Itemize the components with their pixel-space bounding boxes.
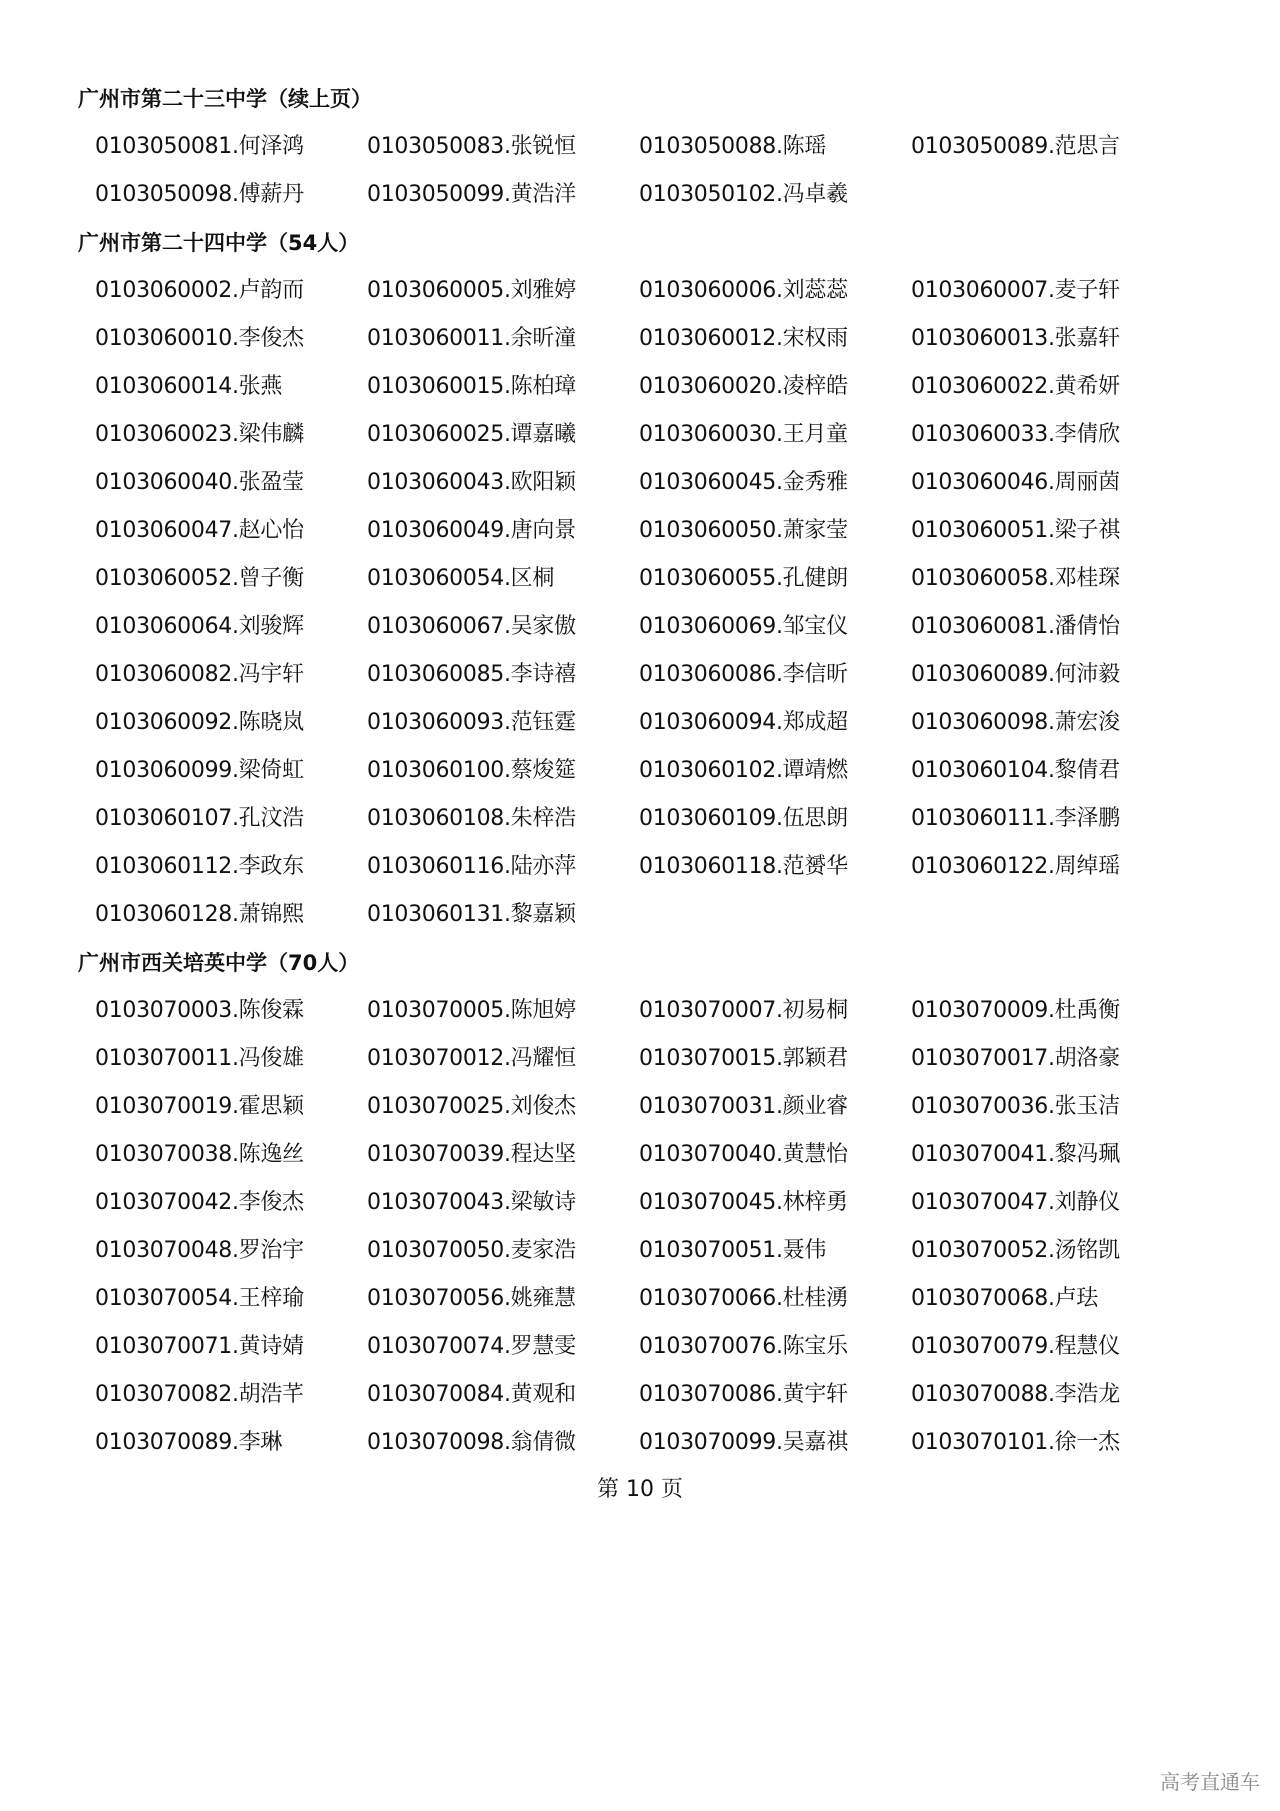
student-entry: 0103060085.李诗禧 — [367, 662, 576, 687]
student-entry: 0103060030.王月童 — [639, 422, 848, 447]
student-entry: 0103070066.杜桂湧 — [639, 1286, 848, 1311]
student-entry: 0103070074.罗慧雯 — [367, 1334, 576, 1359]
student-entry: 0103060064.刘骏辉 — [95, 614, 304, 639]
student-entry: 0103070038.陈逸丝 — [95, 1142, 304, 1167]
student-entry: 0103060099.梁倚虹 — [95, 758, 304, 783]
student-entry: 0103070007.初易桐 — [639, 998, 848, 1023]
student-entry: 0103060007.麦子轩 — [911, 278, 1120, 303]
student-entry: 0103060013.张嘉轩 — [911, 326, 1120, 351]
student-grid — [95, 267, 1218, 939]
student-entry: 0103060033.李倩欣 — [911, 422, 1120, 447]
student-entry: 0103060112.李政东 — [95, 854, 304, 879]
student-entry: 0103060058.邓桂琛 — [911, 566, 1120, 591]
student-entry: 0103070042.李俊杰 — [95, 1190, 304, 1215]
student-entry: 0103070048.罗治宇 — [95, 1238, 304, 1263]
student-entry: 0103060025.谭嘉曦 — [367, 422, 576, 447]
student-entry: 0103060109.伍思朗 — [639, 806, 848, 831]
student-entry: 0103070082.胡浩芊 — [95, 1382, 304, 1407]
student-entry: 0103050098.傅薪丹 — [95, 182, 304, 207]
school-section — [78, 219, 1218, 939]
student-entry: 0103070068.卢珐 — [911, 1286, 1099, 1311]
student-entry: 0103060015.陈柏璋 — [367, 374, 576, 399]
student-entry: 0103070012.冯耀恒 — [367, 1046, 576, 1071]
student-entry: 0103060098.萧宏浚 — [911, 710, 1120, 735]
student-entry: 0103060011.余昕潼 — [367, 326, 576, 351]
student-entry: 0103060082.冯宇轩 — [95, 662, 304, 687]
student-entry: 0103060122.周绰瑶 — [911, 854, 1120, 879]
student-entry: 0103070084.黄观和 — [367, 1382, 576, 1407]
student-entry: 0103070040.黄慧怡 — [639, 1142, 848, 1167]
student-entry: 0103070089.李琳 — [95, 1430, 283, 1455]
student-entry: 0103050099.黄浩洋 — [367, 182, 576, 207]
student-entry: 0103060043.欧阳颖 — [367, 470, 576, 495]
student-entry: 0103060020.凌梓皓 — [639, 374, 848, 399]
student-entry: 0103060111.李泽鹏 — [911, 806, 1120, 831]
student-entry: 0103070039.程达坚 — [367, 1142, 576, 1167]
student-entry: 0103070025.刘俊杰 — [367, 1094, 576, 1119]
student-entry: 0103060014.张燕 — [95, 374, 283, 399]
student-entry: 0103050081.何泽鸿 — [95, 134, 304, 159]
watermark: 高考直通车 — [1160, 1770, 1260, 1794]
student-entry: 0103060010.李俊杰 — [95, 326, 304, 351]
student-entry: 0103060131.黎嘉颖 — [367, 902, 576, 927]
student-entry: 0103070036.张玉洁 — [911, 1094, 1120, 1119]
student-entry: 0103060092.陈晓岚 — [95, 710, 304, 735]
student-entry: 0103060118.范赟华 — [639, 854, 848, 879]
student-entry: 0103060086.李信昕 — [639, 662, 848, 687]
student-entry: 0103060005.刘雅婷 — [367, 278, 576, 303]
student-entry: 0103060046.周丽茵 — [911, 470, 1120, 495]
student-entry: 0103070086.黄宇轩 — [639, 1382, 848, 1407]
section-title: 广州市西关培英中学（70人） — [78, 951, 360, 975]
student-entry: 0103070019.霍思颖 — [95, 1094, 304, 1119]
student-entry: 0103070041.黎冯珮 — [911, 1142, 1120, 1167]
student-entry: 0103060050.萧家莹 — [639, 518, 848, 543]
student-entry: 0103060022.黄希妍 — [911, 374, 1120, 399]
student-entry: 0103060107.孔汶浩 — [95, 806, 304, 831]
section-title: 广州市第二十四中学（54人） — [78, 231, 360, 255]
school-section — [78, 75, 1218, 219]
student-entry: 0103060047.赵心怡 — [95, 518, 304, 543]
page-number: 第 10 页 — [597, 1477, 683, 1502]
section-title: 广州市第二十三中学（续上页） — [78, 87, 372, 111]
school-section — [78, 939, 1218, 1467]
student-entry: 0103070076.陈宝乐 — [639, 1334, 848, 1359]
student-entry: 0103070009.杜禹衡 — [911, 998, 1120, 1023]
student-grid — [95, 123, 1218, 219]
student-entry: 0103070005.陈旭婷 — [367, 998, 576, 1023]
student-entry: 0103060100.蔡焌筵 — [367, 758, 576, 783]
student-entry: 0103070051.聂伟 — [639, 1238, 827, 1263]
student-entry: 0103070054.王梓瑜 — [95, 1286, 304, 1311]
student-entry: 0103070047.刘静仪 — [911, 1190, 1120, 1215]
student-entry: 0103070031.颜业睿 — [639, 1094, 848, 1119]
student-entry: 0103060067.吴家傲 — [367, 614, 576, 639]
student-entry: 0103060023.梁伟麟 — [95, 422, 304, 447]
student-entry: 0103060116.陆亦萍 — [367, 854, 576, 879]
student-entry: 0103070015.郭颖君 — [639, 1046, 848, 1071]
student-entry: 0103060069.邹宝仪 — [639, 614, 848, 639]
student-entry: 0103060055.孔健朗 — [639, 566, 848, 591]
student-entry: 0103070056.姚雍慧 — [367, 1286, 576, 1311]
student-entry: 0103070098.翁倩微 — [367, 1430, 576, 1455]
student-entry: 0103060102.谭靖燃 — [639, 758, 848, 783]
student-entry: 0103060040.张盈莹 — [95, 470, 304, 495]
student-entry: 0103050089.范思言 — [911, 134, 1120, 159]
student-entry: 0103060049.唐向景 — [367, 518, 576, 543]
student-entry: 0103060081.潘倩怡 — [911, 614, 1120, 639]
student-entry: 0103070052.汤铭凯 — [911, 1238, 1120, 1263]
student-entry: 0103060094.郑成超 — [639, 710, 848, 735]
student-entry: 0103070045.林梓勇 — [639, 1190, 848, 1215]
student-entry: 0103070017.胡洛豪 — [911, 1046, 1120, 1071]
student-entry: 0103070099.吴嘉祺 — [639, 1430, 848, 1455]
student-entry: 0103070050.麦家浩 — [367, 1238, 576, 1263]
student-entry: 0103070071.黄诗婧 — [95, 1334, 304, 1359]
student-entry: 0103060012.宋权雨 — [639, 326, 848, 351]
student-entry: 0103060108.朱梓浩 — [367, 806, 576, 831]
student-entry: 0103060128.萧锦熙 — [95, 902, 304, 927]
student-entry: 0103050088.陈瑶 — [639, 134, 827, 159]
student-entry: 0103060104.黎倩君 — [911, 758, 1120, 783]
student-entry: 0103050083.张锐恒 — [367, 134, 576, 159]
student-entry: 0103060045.金秀雅 — [639, 470, 848, 495]
student-entry: 0103070079.程慧仪 — [911, 1334, 1120, 1359]
student-entry: 0103070101.徐一杰 — [911, 1430, 1120, 1455]
student-entry: 0103060002.卢韵而 — [95, 278, 304, 303]
student-entry: 0103050102.冯卓羲 — [639, 182, 848, 207]
student-entry: 0103060093.范钰霆 — [367, 710, 576, 735]
student-grid — [95, 987, 1218, 1467]
student-entry: 0103060051.梁子祺 — [911, 518, 1120, 543]
student-entry: 0103070003.陈俊霖 — [95, 998, 304, 1023]
student-entry: 0103070088.李浩龙 — [911, 1382, 1120, 1407]
student-entry: 0103060052.曾子衡 — [95, 566, 304, 591]
student-entry: 0103070011.冯俊雄 — [95, 1046, 304, 1071]
student-entry: 0103060089.何沛毅 — [911, 662, 1120, 687]
student-entry: 0103060006.刘蕊蕊 — [639, 278, 848, 303]
student-entry: 0103070043.梁敏诗 — [367, 1190, 576, 1215]
student-entry: 0103060054.区桐 — [367, 566, 555, 591]
